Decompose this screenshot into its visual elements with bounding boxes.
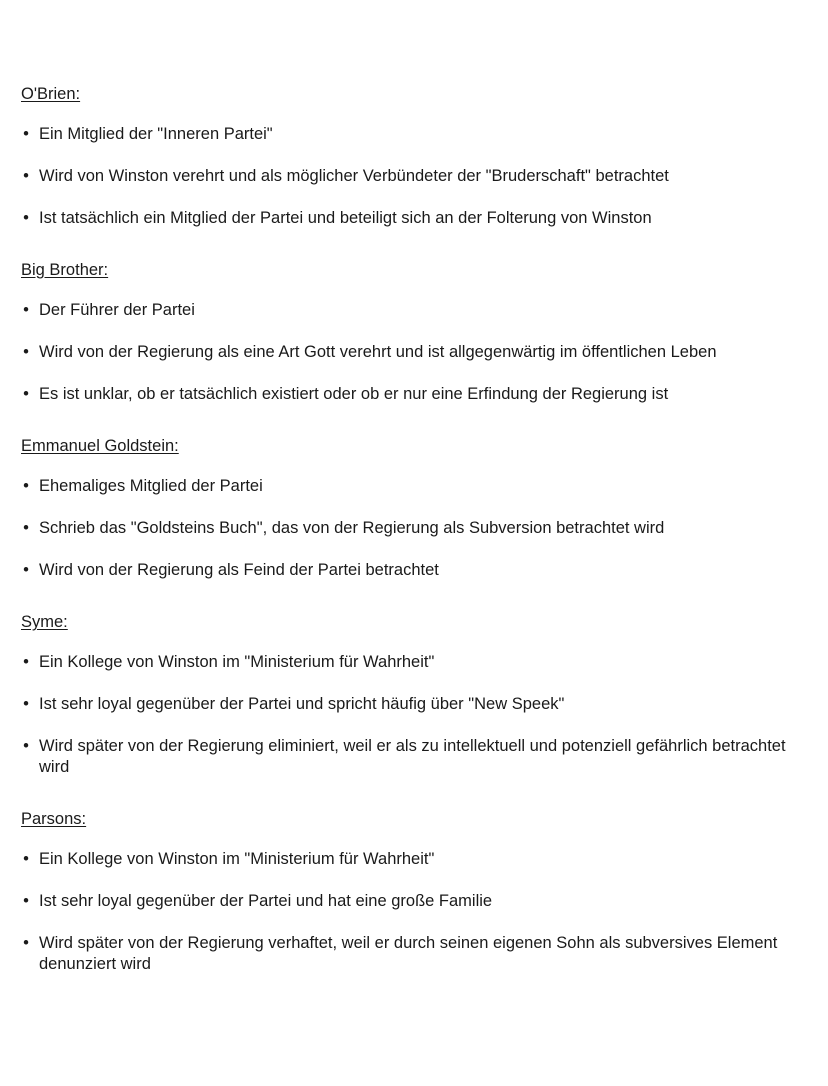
- list-item: [21, 124, 788, 145]
- list-item: [21, 736, 788, 778]
- list-item-text: Schrieb das "Goldsteins Buch", das von der Regierung als Subversion betrachtet wird: [39, 519, 665, 537]
- bullet-list: [21, 300, 788, 405]
- list-item: [21, 208, 788, 229]
- section-obrien: [21, 84, 788, 229]
- bullet-icon: •: [23, 477, 29, 495]
- list-item-text: Wird von der Regierung als Feind der Partei betrachtet: [39, 561, 439, 579]
- bullet-icon: •: [23, 561, 29, 579]
- section-big-brother: [21, 260, 788, 405]
- list-item: [21, 933, 788, 975]
- list-item-text: Ein Kollege von Winston im "Ministerium für Wahrheit": [39, 653, 435, 671]
- list-item: [21, 300, 788, 321]
- bullet-icon: •: [23, 301, 29, 319]
- list-item-text: Wird von Winston verehrt und als möglicher Verbündeter der "Bruderschaft" betrachtet: [39, 167, 669, 185]
- section-heading: Emmanuel Goldstein:: [21, 437, 179, 455]
- bullet-icon: •: [23, 125, 29, 143]
- list-item: [21, 384, 788, 405]
- list-item-text: Ehemaliges Mitglied der Partei: [39, 477, 263, 495]
- bullet-icon: •: [23, 167, 29, 185]
- list-item-text: Ist sehr loyal gegenüber der Partei und spricht häufig über "New Speek": [39, 695, 565, 713]
- list-item-text: Es ist unklar, ob er tatsächlich existiert oder ob er nur eine Erfindung der Regierung ist: [39, 385, 669, 403]
- bullet-icon: •: [23, 737, 29, 755]
- bullet-icon: •: [23, 519, 29, 537]
- list-item: [21, 342, 788, 363]
- section-heading: O'Brien:: [21, 85, 81, 103]
- bullet-list: [21, 476, 788, 581]
- bullet-icon: •: [23, 653, 29, 671]
- list-item-text: Der Führer der Partei: [39, 301, 195, 319]
- bullet-icon: •: [23, 695, 29, 713]
- list-item: [21, 166, 788, 187]
- section-syme: [21, 612, 788, 778]
- section-heading: Syme:: [21, 613, 68, 631]
- list-item-text: Wird später von der Regierung eliminiert, weil er als zu intellektuell und potenziell gefährlich betrachtet wird: [39, 737, 786, 776]
- section-heading: Big Brother:: [21, 261, 109, 279]
- section-emmanuel-goldstein: [21, 436, 788, 581]
- bullet-icon: •: [23, 385, 29, 403]
- list-item: [21, 476, 788, 497]
- bullet-icon: •: [23, 850, 29, 868]
- list-item-text: Ist tatsächlich ein Mitglied der Partei und beteiligt sich an der Folterung von Winston: [39, 209, 652, 227]
- list-item: [21, 518, 788, 539]
- list-item-text: Ein Kollege von Winston im "Ministerium für Wahrheit": [39, 850, 435, 868]
- bullet-icon: •: [23, 209, 29, 227]
- list-item: [21, 849, 788, 870]
- bullet-list: [21, 124, 788, 229]
- list-item-text: Ein Mitglied der "Inneren Partei": [39, 125, 273, 143]
- list-item-text: Wird von der Regierung als eine Art Gott verehrt und ist allgegenwärtig im öffentlichen Leben: [39, 343, 717, 361]
- list-item: [21, 652, 788, 673]
- section-parsons: [21, 809, 788, 975]
- bullet-list: [21, 849, 788, 975]
- list-item: [21, 694, 788, 715]
- bullet-list: [21, 652, 788, 778]
- bullet-icon: •: [23, 934, 29, 952]
- list-item: [21, 891, 788, 912]
- bullet-icon: •: [23, 892, 29, 910]
- list-item-text: Wird später von der Regierung verhaftet, weil er durch seinen eigenen Sohn als subversives Element denunziert wird: [39, 934, 778, 973]
- list-item: [21, 560, 788, 581]
- list-item-text: Ist sehr loyal gegenüber der Partei und hat eine große Familie: [39, 892, 493, 910]
- section-heading: Parsons:: [21, 810, 87, 828]
- bullet-icon: •: [23, 343, 29, 361]
